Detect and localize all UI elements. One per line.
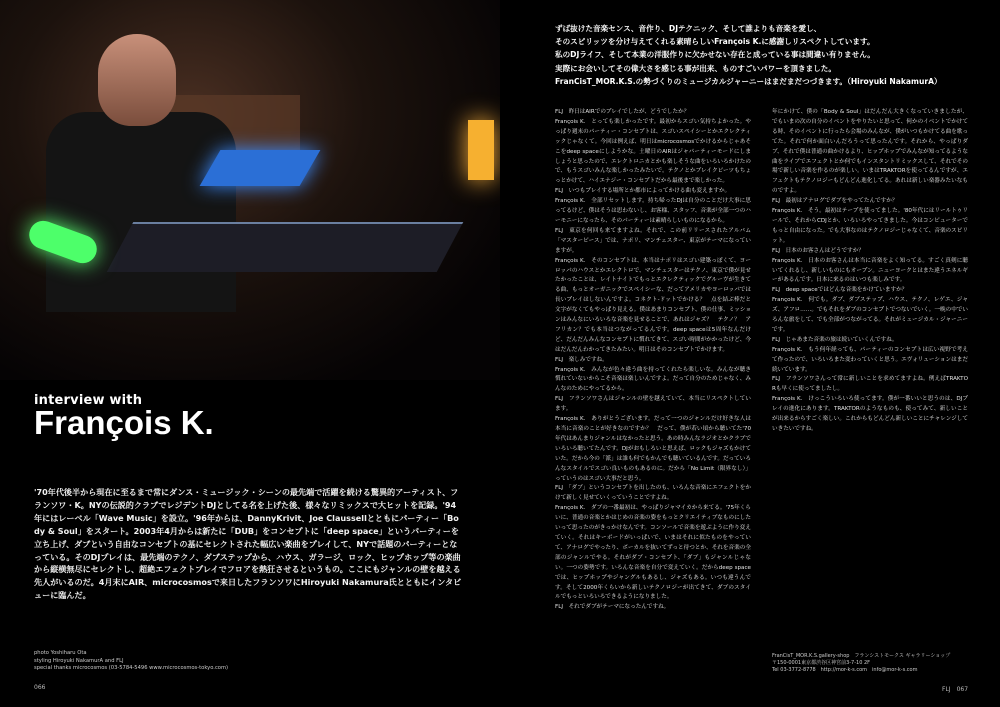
qa-paragraph: FLJ フランソワさんはジャンルの壁を越えていて、本当にリスペクトしています。	[555, 396, 751, 413]
shop-info	[772, 653, 950, 675]
interview-column-1	[555, 108, 751, 613]
article-title	[34, 393, 214, 442]
shop-address: 〒150-0001東京都渋谷区神宮前3-7-10 2F	[772, 660, 871, 667]
qa-paragraph: François K. 全部リセットします。持ち帰ったDJは自分のことだけ大事に思ってるけど、僕はそうは思わないし、お客様、スタッフ、音楽が全部一つのハーモニーになったら、そのパーティーは素晴らしいものになるから。	[555, 198, 751, 224]
dj-figure-head	[98, 34, 176, 126]
page-number-left: 066	[34, 684, 46, 691]
qa-paragraph: François K. みんなが色々違う曲を持ってくれたら楽しいな。みんなが聴き慣れていないからこそ音楽は楽しいんですよ。だって自分のためじゃなく、みんなのためにやってるから。	[555, 366, 751, 393]
qa-paragraph: FLJ deep spaceではどんな音楽をかけていますか？	[772, 287, 908, 294]
qa-paragraph: François K. 日本のお客さんは本当に音楽をよく知ってる。すごく真剣に聴いてくれるし、新しいものにもオープン。ニューヨークとはまた違うエネルギーがあるんです。日本に来るのはいつも楽しみです。	[772, 257, 968, 284]
lead-line: FranCisT_MOR.K.S.の勢づくりのミュージカルジャーニーはまだまだつづきます。（Hiroyuki NakamurA）	[555, 76, 942, 86]
dj-photo	[0, 0, 500, 380]
qa-paragraph: François K. 何でも。ダブ、ダブステップ、ハウス、テクノ、レゲエ、ジャズ、アフロ……。でもそれをダブのコンセプトでつないでいく。一晩の中でいろんな旅をして、でも全部がつながってる。それがミュージカル・ジャーニーです。	[772, 297, 968, 333]
dj-figure-body	[46, 112, 236, 312]
qa-paragraph: François K. とっても楽しかったです。最初からスゴい気持ちよかった。やっぱり週末のパーティー・コンセプトは、スゴいスペイシーとかエクレクティックじゃなくて。今回は例えば、明日はmicrocosmosでかけるからじゃあそこをdeep spaceにしようかな。土曜日のAIRはジャパーティーモードにしましょうと思ったので、エレクトロニカとかも楽しそうな曲をいろいろかけたので、もうスゴいみんな楽しかったみたいで。テクノとかブレイクビーツもちょっとかけて、ハイエナジー・コンセプトだから最後まで楽しかった。	[555, 118, 751, 185]
qa-paragraph: FLJ 昨日はAIRでのプレイでしたが、どうでしたか？	[555, 109, 690, 115]
shop-contact: Tel 03-3772-8778 http://mor-k-s.com info@mor-k-s.com	[772, 667, 918, 674]
title-kicker: interview with	[34, 393, 143, 408]
credit-thanks: special thanks microcosmos (03-5784-5496 www.microcosmos-tokyo.com)	[34, 665, 229, 671]
lead-line: そのスピリッツを分け与えてくれる素晴らしいFrançois K.に感謝しリスペクトしています。	[555, 37, 875, 47]
lead-line: ずば抜けた音楽センス、音作り、DJテクニック、そして誰よりも音楽を愛し、	[555, 24, 822, 33]
qa-paragraph: François K. そう。最初はテープを使ってました。'80年代にはリールトゥリールで、それからCDJとか、いろいろやってきました。今はコンピューターでもっと自由になった。でも大事なのはテクノロジーじゃなくて、音楽のスピリット。	[772, 208, 968, 244]
qa-paragraph: 年にかけて、僕の「Body & Soul」はだんだん大きくなっていきましたが、でもいまの次の自分のイベントをやりたいと思って、何かのイベントでかけてる時、そのイベントに行ったら会場のみんなが、僕がいつもかけてる曲を歌ってた。それで何か面白いんだろうって思ったんです。それから、やっぱりダブ、それで僕は普通の曲かけるより、ヒップホップでみんなが知ってるような曲をライブでエフェクトとか何でもインスタントリミックスして、それでその場で新しい音楽を作るのが楽しい。いまはTRAKTORを使ってるんですが、エフェクトもテクノロジーもどんどん進化してる。あれは新しい楽器みたいなものですよ。	[772, 109, 968, 195]
credit-styling: styling Hiroyuki NakamurA and FLJ	[34, 657, 124, 664]
lead-line: 私のDJライフ、そして本業の洋服作りに欠かせない存在と成っている事は間違い有りません。	[555, 50, 875, 60]
page-number-right: FLJ 067	[942, 686, 969, 693]
shop-name: FranCisT_MOR.K.S.gallery-shop フランシストモークス ギャラリーショップ	[772, 653, 951, 659]
laptop-screen-glow	[200, 150, 321, 186]
qa-paragraph: FLJ フランソワさんって常に新しいことを求めてますよね。例えばTRAKTORも早くに使ってましたし。	[772, 376, 968, 393]
qa-paragraph: François K. ありがとうございます。だって一つのジャンルだけ好きな人は本当に音楽のことが好きなのですか？ だって、僕が若い頃から聴いてた'70年代はあんまりジャンルはなかったと思う。あの時みんなラジオとかクラブでいろいろ聴いてたんです。DJがおもしろいと思えば、ロックもジャズもかけていた。だから今の「派」は誰も何でもかんでも聴いているんです。だっていろんなスタイルでスゴい良いものもあるのに。だから「No Limit（限界なし）」っていうのはスゴい大事だと思う。	[555, 416, 751, 482]
qa-paragraph: FLJ いつもプレイする場所とか都市によってかける曲も変えますか。	[555, 188, 731, 195]
lead-paragraph	[555, 22, 975, 88]
qa-paragraph: FLJ 最初はアナログでダブをやってたんですか？	[772, 198, 898, 205]
title-name: François K.	[34, 404, 214, 441]
amber-lamp	[468, 120, 494, 180]
qa-paragraph: FLJ 「ダブ」というコンセプトを出したのも、いろんな音楽にエフェクトをかけて新しく見せていくっていうことですよね。	[555, 485, 751, 502]
mixer-console	[107, 222, 464, 272]
qa-paragraph: François K. ダブの一番最初は、やっぱりジャマイカから来てる。'75年くらいに、普通の音楽とかはじめの音楽の姿をもっとクリエイティブなものにしたいって思ったのがきっかけなんです。コンソールで音楽を遊ぶように作り変えていく。それはキーボードがいっぱいで、いまはそれに似たものをやっていて、アナログでやったり、ボーカルを抜いてずっと待つとか、それを音楽の全部のジャンルでやる。それがダブ・コンセプト、「ダブ」もジャンルじゃない。一つの姿勢です。いろんな音楽を自分で変えていく。だからdeep spaceでは、ヒップホップやジャングルもあるし、ジャズもある。いつも違うんです。そして2000年くらいから新しいテクノロジーが出てきて、ダブのスタイルでもっといろいろできるようになりました。	[555, 505, 751, 601]
qa-paragraph: François K. けっこういろいろ使ってます。僕が一番いいと思うのは、DJプレイの進化にあります。TRAKTORのようなものも、使ってみて、新しいことが出来るからすごく楽しい。これからもどんどん新しいことにチャレンジしていきたいですね。	[772, 396, 968, 432]
lead-line: 実際にお会いしてその偉大さを感じる事が出来、ものすごいパワーを頂きました。	[555, 63, 836, 73]
qa-paragraph: FLJ 東京を何回も来てますよね。それで、この前リリースされたアルバム「マスターピース」では、ナポリ、マンチェスター、東京がテーマになっていますが。	[555, 227, 751, 254]
qa-paragraph: FLJ じゃあまた音楽の旅は続いていくんですね。	[772, 336, 898, 343]
interview-column-2	[772, 108, 968, 435]
intro-paragraph: '70年代後半から現在に至るまで常にダンス・ミュージック・シーンの最先端で活躍を続ける驚異的アーティスト、フランソワ・K。NYの伝説的クラブでレジデントDJとしてる名を上げた後、様々なリミックスで大ヒットを記録。'94年にはレーベル「Wave Music」を設立。'96年からは、DannyKrivit、Joe Claussellとともにパーティー「Body & Soul」をスタート。2003年4月からは新たに「DUB」をコンセプトに「deep space」というパーティーを立ち上げ、ダブという自由なコンセプトの基にセレクトされた幅広い楽曲をプレイして、NYで話題のパーティーとなっている。そのDJプレイは、最先端のテクノ、ダブステップから、ハウス、ガラージ、ロック、ヒップホップ等の楽曲から縦横無尽にセレクトし、超絶エフェクトプレイでフロアを熱狂させるというもの。ここにもジャンルの壁を越える先人がいるのだ。4月末にAIR、microcosmosで来日したフランソワにHiroyuki Nakamura氏とともにインタビューに臨んだ。	[34, 487, 462, 601]
credit-photo: photo Yoshiharu Ota	[34, 650, 87, 656]
qa-paragraph: FLJ 楽しみですね。	[555, 356, 608, 363]
photo-credits	[34, 650, 228, 673]
qa-paragraph: FLJ それでダブがテーマになったんですね。	[555, 604, 670, 611]
qa-paragraph: François K. もう何年経っても、パーティーのコンセプトは広い視野で考えて作ったので、いろいろまた変わっていくと思う。エヴォリューションはまだ続いています。	[772, 346, 968, 373]
qa-paragraph: François K. そのコンセプトは、本当はナポリはスゴい建築っぽくて、ヨーロッパのハウスとかエレクトロで、マンチェスターはテクノ、東京で僕が見せたかったことは、レイトナイトでもっとエクレクティックでグルーヴが生きてる曲、もっとオーガニックでスペイシーな、だってアメリカやヨーロッパでは長いプレイはしないんですよ。コネクト-ドットでかける？ 点を結ぶ棒だと文字がなくてもやっぱり見える。僕はあまりコンセプト、僕の仕事、ミッションはみんなにいろいろな音楽を見せることで、あれはジャズ？ テクノ？ アフリカン？でも本当はつながってるんです。deep spaceは5周年なんだけど、だんだんみんなコンセプトに慣れてきて、スゴい時間がかかったけど、今はだんだんわかってきたみたい。明日はそのコンセプトでかけます。	[555, 257, 751, 353]
qa-paragraph: FLJ 日本のお客さんはどうですか？	[772, 247, 864, 254]
